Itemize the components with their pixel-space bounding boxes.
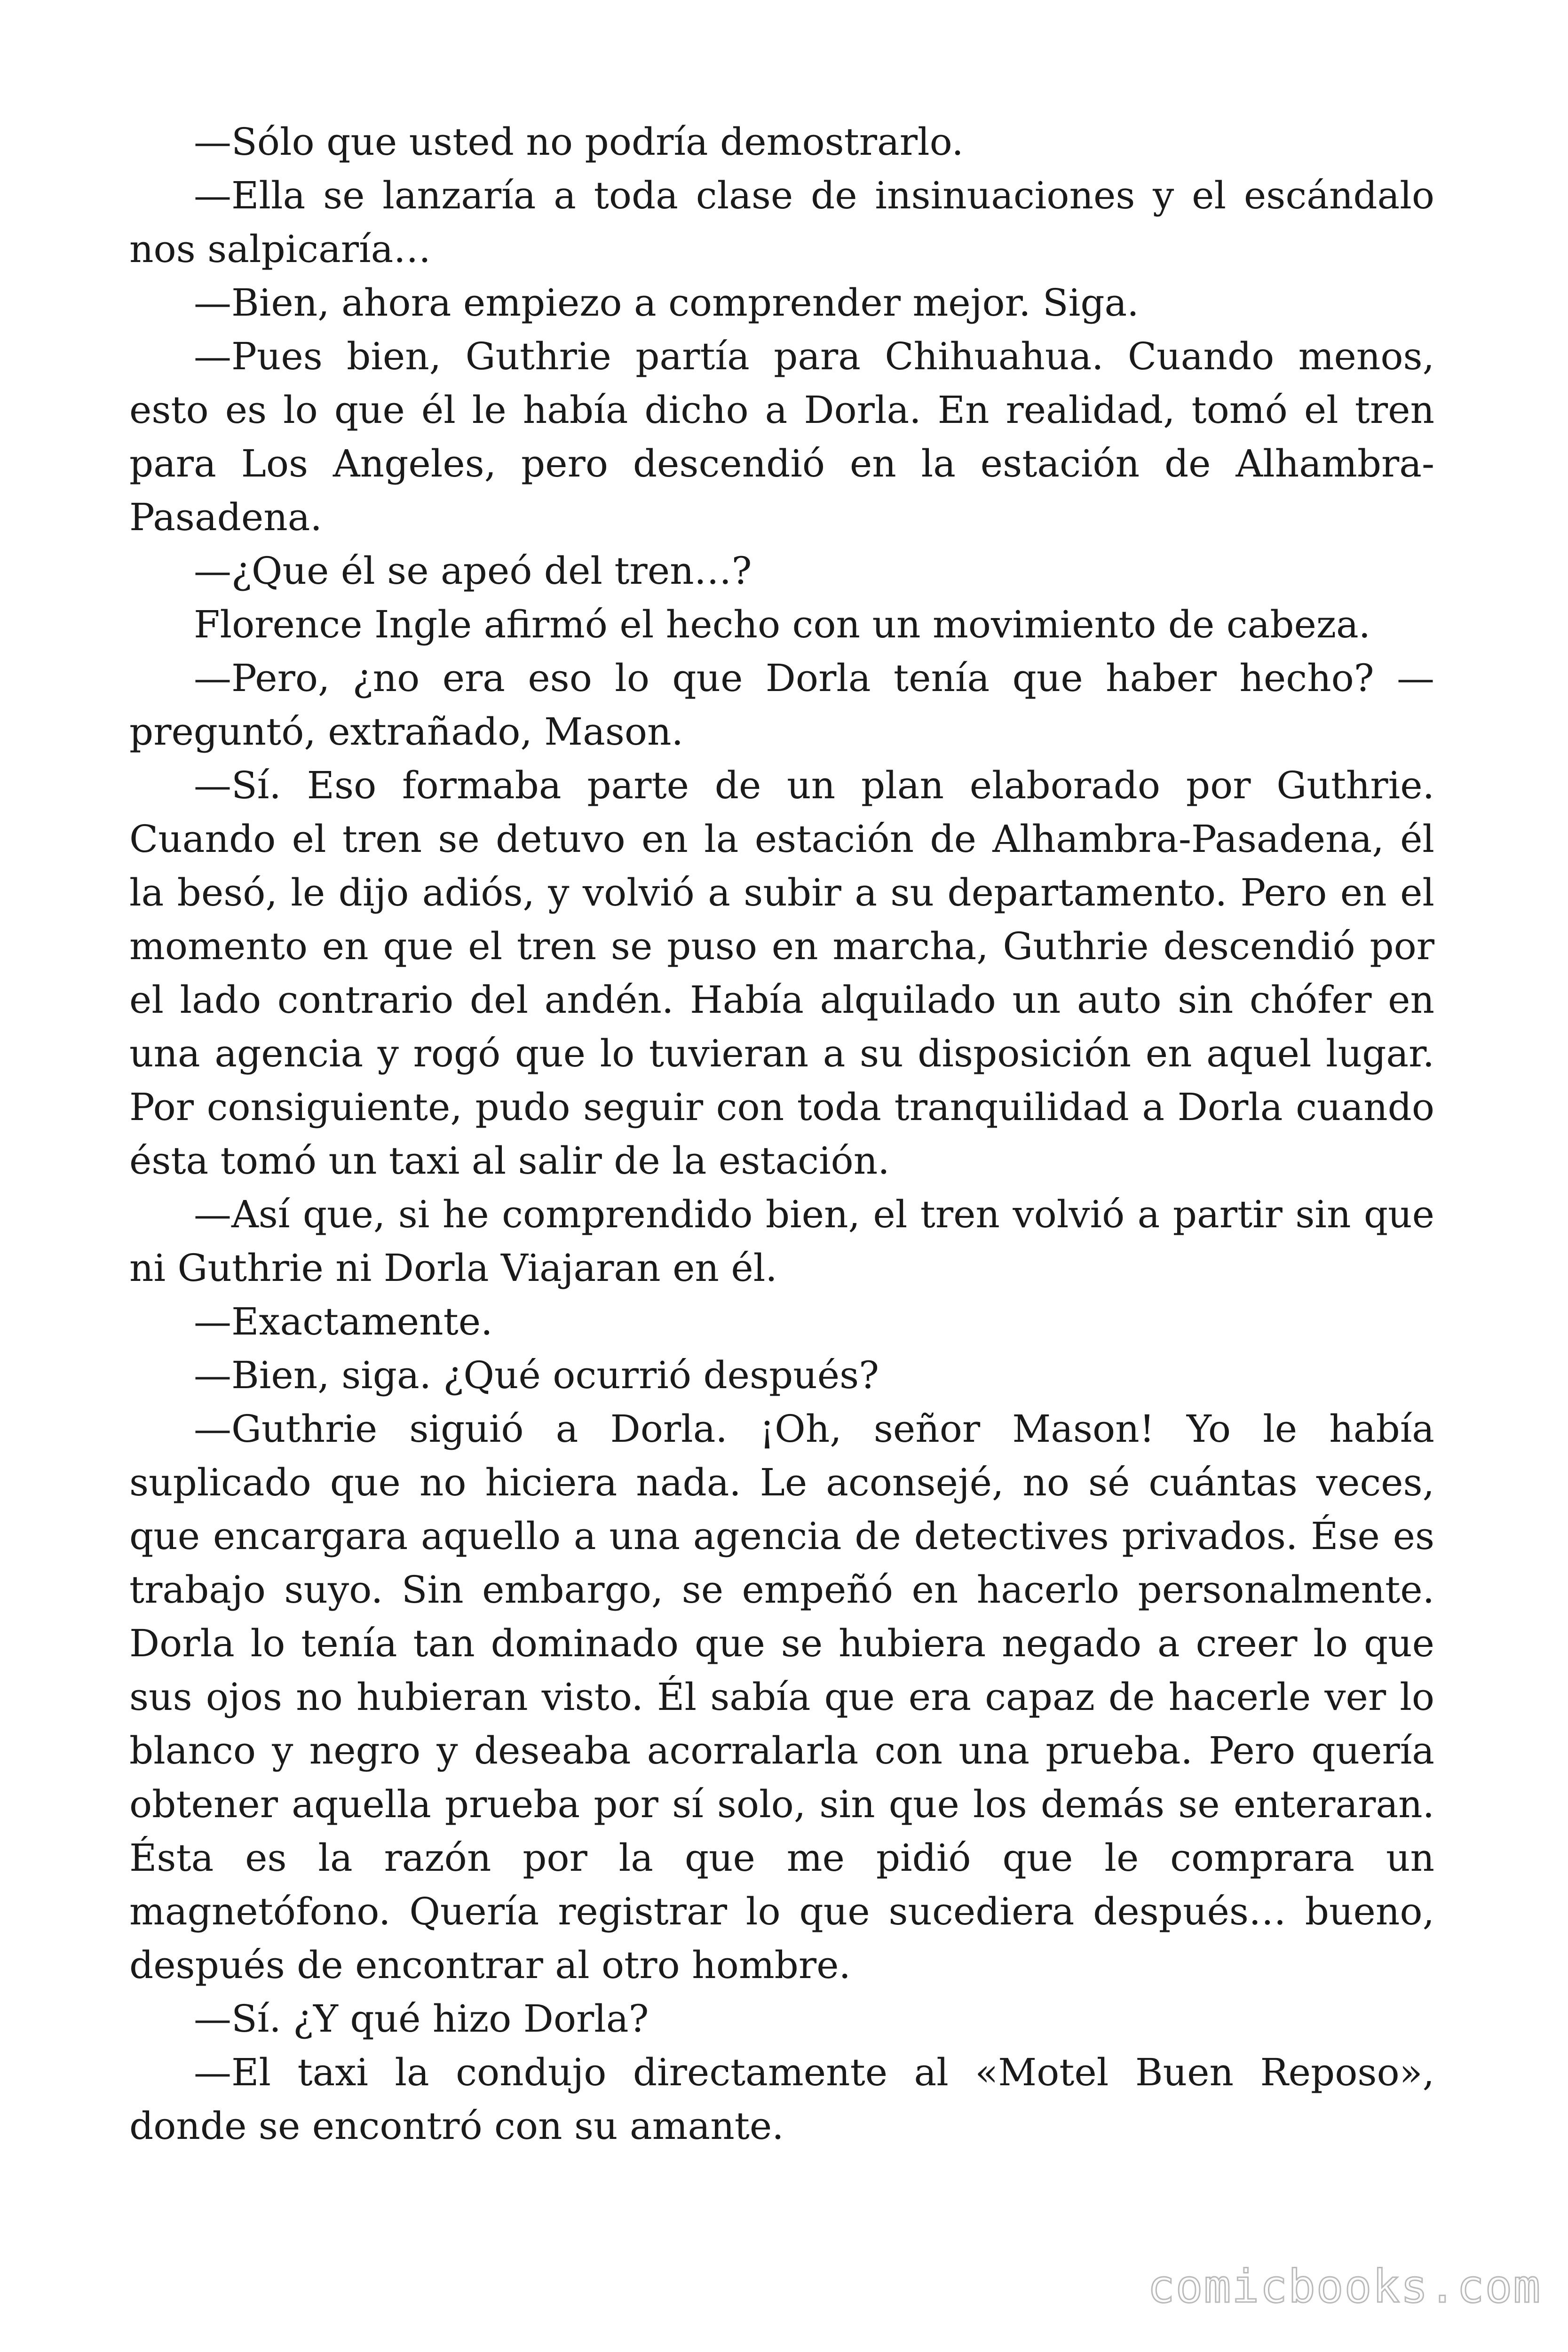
paragraph: —Sí. ¿Y qué hizo Dorla? — [194, 1997, 649, 2041]
paragraph: —Guthrie siguió a Dorla. ¡Oh, señor Mason! Yo le había suplicado que no hiciera nada. Le aconsejé, no sé cuántas veces, que encargara aquello a una agencia de detectives privados. Ése es trabajo suyo. Sin embargo, se empeñó en hacerlo personalmente. Dorla lo tenía tan dominado que se hubiera negado a creer lo que sus ojos no hubieran visto. Él sabía que era capaz de hacerle ver lo blanco y negro y deseaba acorralarla con una prueba. Pero quería obtener aquella prueba por sí solo, sin que los demás se enteraran. Ésta es la razón por la que me pidió que le comprara un magnetófono. Quería registrar lo que sucediera después… bueno, después de encontrar al otro hombre. — [129, 1407, 1434, 1987]
paragraph: —Pues bien, Guthrie partía para Chihuahua. Cuando menos, esto es lo que él le había dicho a Dorla. En realidad, tomó el tren para Los Angeles, pero descendió en la estación de Alhambra-Pasadena. — [129, 334, 1434, 539]
paragraph: —Sólo que usted no podría demostrarlo. — [194, 120, 964, 164]
paragraph: —Bien, siga. ¿Qué ocurrió después? — [194, 1353, 879, 1397]
paragraph: —Así que, si he comprendido bien, el tren volvió a partir sin que ni Guthrie ni Dorla Viajaran en él. — [129, 1192, 1434, 1290]
paragraph: —Pero, ¿no era eso lo que Dorla tenía que haber hecho? —preguntó, extrañado, Mason. — [129, 656, 1434, 754]
paragraph: Florence Ingle afirmó el hecho con un movimiento de cabeza. — [194, 603, 1371, 646]
paragraph: —El taxi la condujo directamente al «Motel Buen Reposo», donde se encontró con su amante. — [129, 2050, 1434, 2148]
paragraph: —Sí. Eso formaba parte de un plan elaborado por Guthrie. Cuando el tren se detuvo en la estación de Alhambra-Pasadena, él la besó, le dijo adiós, y volvió a subir a su departamento. Pero en el momento en que el tren se puso en marcha, Guthrie descendió por el lado contrario del andén. Había alquilado un auto sin chófer en una agencia y rogó que lo tuvieran a su disposición en aquel lugar. Por consiguiente, pudo seguir con toda tranquilidad a Dorla cuando ésta tomó un taxi al salir de la estación. — [129, 763, 1434, 1183]
book-page-text — [129, 115, 1434, 2153]
paragraph: —Bien, ahora empiezo a comprender mejor. Siga. — [194, 281, 1139, 325]
paragraph: —Ella se lanzaría a toda clase de insinuaciones y el escándalo nos salpicaría… — [129, 174, 1434, 271]
watermark: comicbooks.com — [1148, 2260, 1542, 2313]
paragraph: —¿Que él se apeó del tren…? — [194, 549, 752, 593]
paragraph: —Exactamente. — [194, 1300, 493, 1343]
